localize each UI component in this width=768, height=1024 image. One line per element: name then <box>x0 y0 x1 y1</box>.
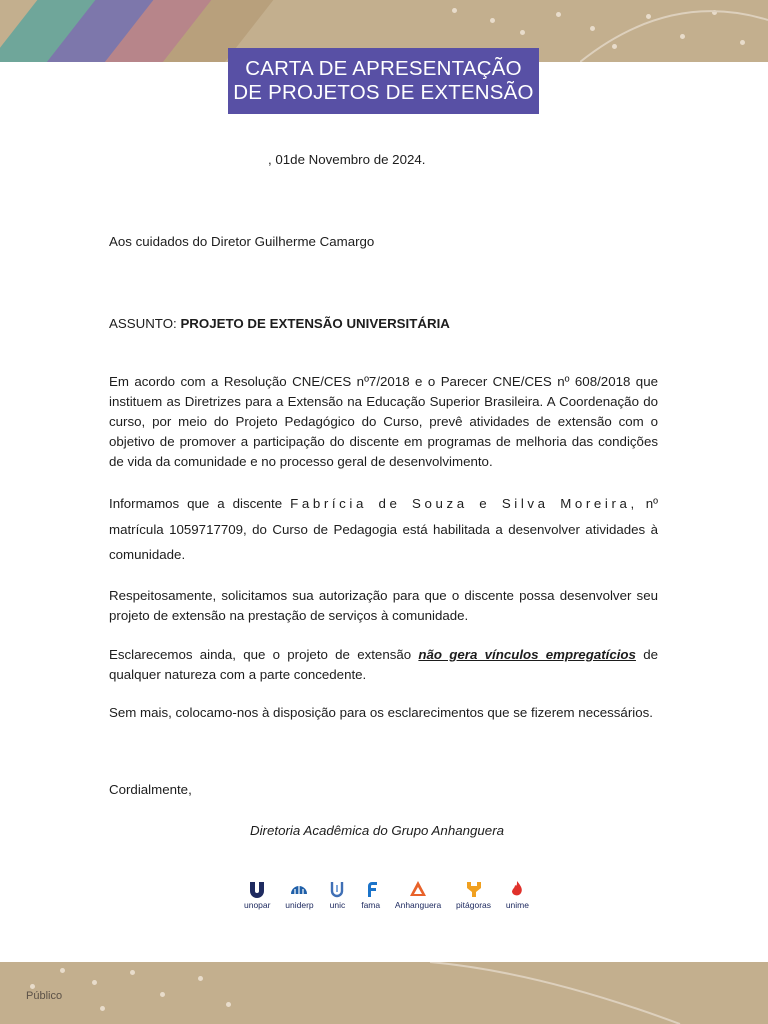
subject-label: ASSUNTO: <box>109 316 177 331</box>
torch-icon <box>465 880 483 898</box>
letter-subject <box>109 314 450 334</box>
paragraph-1: Em acordo com a Resolução CNE/CES nº7/2018 e o Parecer CNE/CES nº 608/2018 que instituem as Diretrizes para a Extensão na Educação Superior Brasileira. A Coordenação do curso, por meio do Projeto Pedagógico do Curso, prevê atividades de extensão com o objetivo de promover a participação do discente em programas de melhoria das condições de vida da comunidade e no processo geral de desenvolvimento. <box>109 374 658 469</box>
f-icon <box>362 880 380 898</box>
decor-dot <box>100 1006 105 1011</box>
signature: Diretoria Acadêmica do Grupo Anhanguera <box>250 823 505 838</box>
decor-dot <box>198 976 203 981</box>
student-name: Fabrícia de Souza e Silva Moreira, <box>290 496 638 511</box>
logo-label: uniderp <box>285 900 314 910</box>
logo-uniderp <box>285 880 313 910</box>
paragraph-4 <box>109 645 658 685</box>
paragraph-2 <box>109 491 658 568</box>
classification-label: Público <box>26 990 63 1002</box>
logo-anhanguera <box>395 880 441 910</box>
decor-dot <box>30 984 35 989</box>
logo-label: unic <box>329 900 346 910</box>
unic-icon <box>328 880 346 898</box>
p2-suffix: nº matrícula 1059717709, do Curso de Pedagogia está habilitada a desenvolver atividades à comunidade. <box>109 496 658 562</box>
flame-icon <box>508 880 526 898</box>
decor-dot <box>130 970 135 975</box>
title-line-1: CARTA DE APRESENTAÇÃO <box>245 57 522 80</box>
logo-unopar <box>244 880 270 910</box>
decor-dot <box>556 12 561 17</box>
decor-dot <box>452 8 457 13</box>
logo-label: pitágoras <box>456 900 492 910</box>
logo-unime <box>506 880 529 910</box>
u-shield-icon <box>248 880 266 898</box>
paragraph-5: Sem mais, colocamo-nos à disposição para os esclarecimentos que se fizerem necessários. <box>109 705 653 720</box>
decor-dot <box>160 992 165 997</box>
decor-curve <box>580 0 768 62</box>
decor-dot <box>92 980 97 985</box>
decor-dot <box>520 30 525 35</box>
logo-label: unime <box>505 900 529 910</box>
p4-emphasis: não gera vínculos empregatícios <box>418 647 636 662</box>
logo-label: Anhanguera <box>394 900 442 910</box>
logo-pitagoras <box>456 880 491 910</box>
decor-dot <box>226 1002 231 1007</box>
triangle-icon <box>409 880 427 898</box>
decor-curve <box>420 962 768 1024</box>
p2-prefix: Informamos que a discente <box>109 496 283 511</box>
bottom-decorative-band <box>0 962 768 1024</box>
decor-dot <box>490 18 495 23</box>
logo-unic <box>328 880 346 910</box>
document-title-banner <box>228 48 539 114</box>
p4-prefix: Esclarecemos ainda, que o projeto de extensão <box>109 647 412 662</box>
logo-fama <box>361 880 380 910</box>
letter-recipient: Aos cuidados do Diretor Guilherme Camargo <box>109 234 375 249</box>
closing: Cordialmente, <box>109 782 192 797</box>
decor-dot <box>60 968 65 973</box>
subject-value: PROJETO DE EXTENSÃO UNIVERSITÁRIA <box>180 316 450 331</box>
letter-date: , 01de Novembro de 2024. <box>268 152 426 167</box>
paragraph-3: Respeitosamente, solicitamos sua autorização para que o discente possa desenvolver seu projeto de extensão na prestação de serviços à comunidade. <box>109 588 658 623</box>
title-line-2: DE PROJETOS DE EXTENSÃO <box>233 81 534 104</box>
p4-suffix: de qualquer natureza com a parte concedente. <box>109 647 658 682</box>
dome-icon <box>290 880 308 898</box>
brand-logos <box>244 876 529 910</box>
logo-label: unopar <box>244 900 271 910</box>
logo-label: fama <box>361 900 381 910</box>
